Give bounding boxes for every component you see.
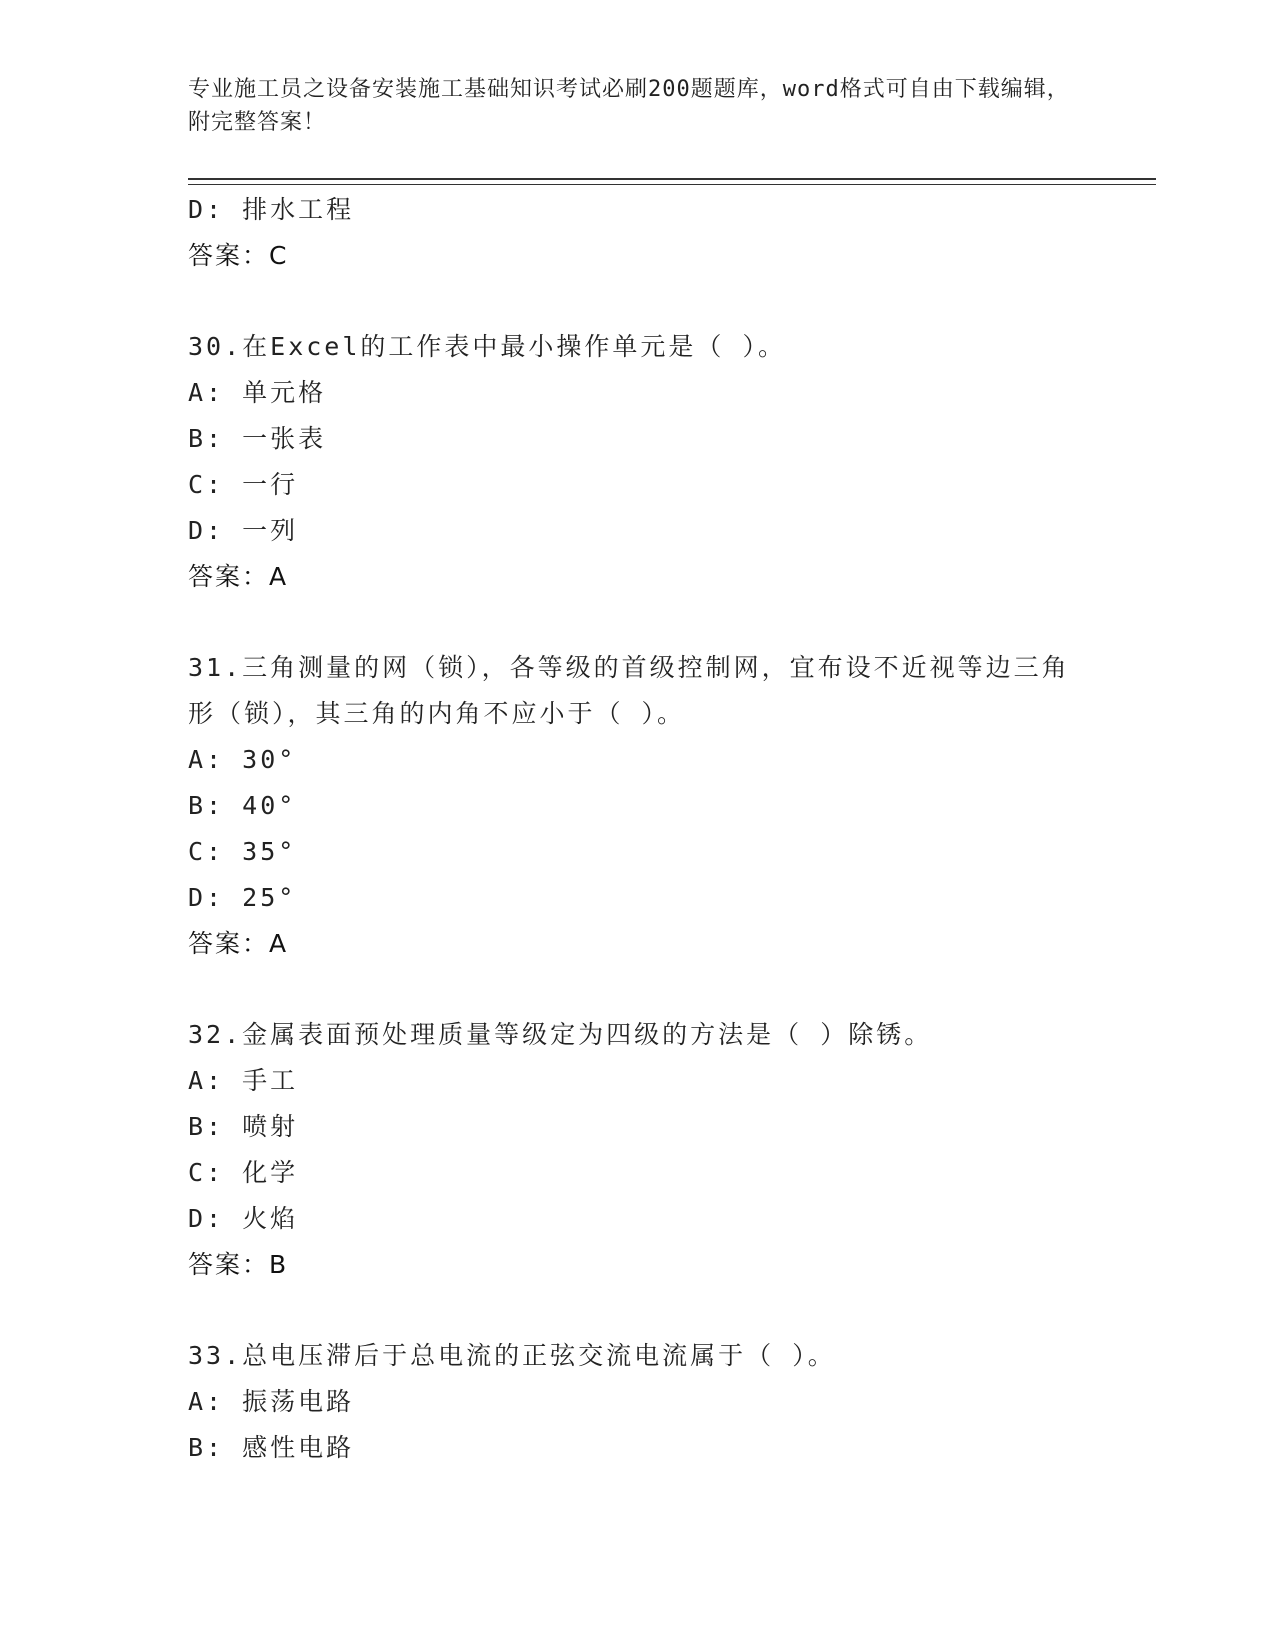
option-b: B: 40° (188, 791, 297, 820)
question-list (188, 187, 1088, 1471)
answer-line: 答案：A (188, 929, 289, 958)
option-b: B: 感性电路 (188, 1433, 355, 1462)
option-d: D: 25° (188, 883, 297, 912)
option-b: B: 一张表 (188, 424, 327, 453)
option-d: D: 一列 (188, 516, 299, 545)
option-d: D: 排水工程 (188, 195, 355, 224)
option-b: B: 喷射 (188, 1112, 299, 1141)
option-c: C: 一行 (188, 470, 299, 499)
option-a: A: 振荡电路 (188, 1387, 355, 1416)
answer-line: 答案：B (188, 1250, 289, 1279)
answer-line: 答案：C (188, 241, 289, 270)
header-divider-thin (188, 184, 1156, 185)
question-31 (188, 645, 1088, 967)
option-a: A: 手工 (188, 1066, 299, 1095)
question-stem: 30.在Excel的工作表中最小操作单元是（ ）。 (188, 332, 786, 361)
question-32 (188, 1012, 1088, 1288)
option-c: C: 35° (188, 837, 297, 866)
answer-line: 答案：A (188, 562, 289, 591)
question-stem: 33.总电压滞后于总电流的正弦交流电流属于（ ）。 (188, 1341, 836, 1370)
option-a: A: 30° (188, 745, 297, 774)
option-a: A: 单元格 (188, 378, 327, 407)
question-33 (188, 1333, 1088, 1471)
question-stem: 31.三角测量的网（锁），各等级的首级控制网，宜布设不近视等边三角形（锁），其三角的内角不应小于（ ）。 (188, 653, 1070, 728)
question-30 (188, 324, 1088, 600)
question-stem: 32.金属表面预处理质量等级定为四级的方法是（ ）除锈。 (188, 1020, 933, 1049)
option-d: D: 火焰 (188, 1204, 299, 1233)
header-divider-thick (188, 178, 1156, 180)
option-c: C: 化学 (188, 1158, 299, 1187)
document-header: 专业施工员之设备安装施工基础知识考试必刷200题题库，word格式可自由下载编辑，附完整答案！ (188, 77, 1070, 135)
